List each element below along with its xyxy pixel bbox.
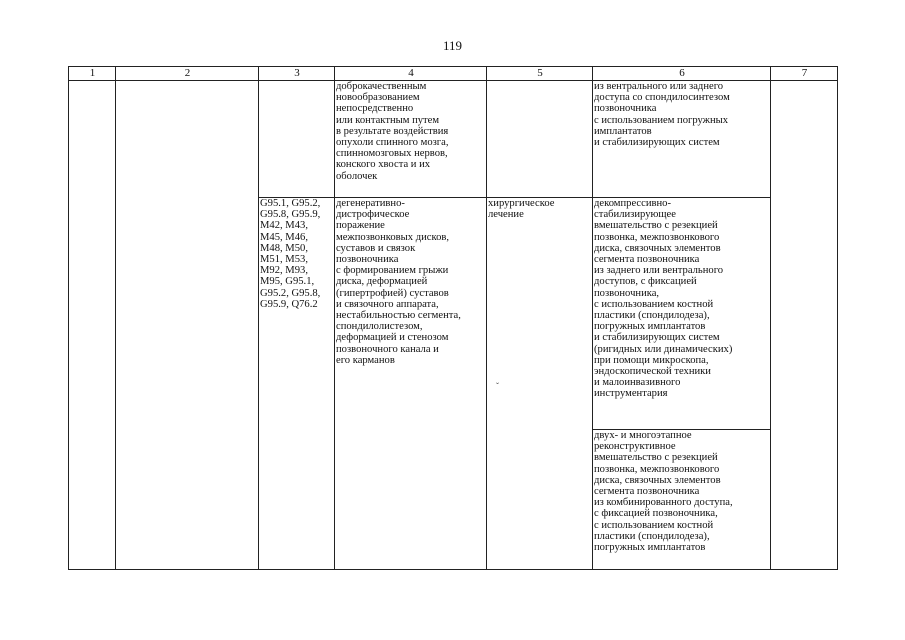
header-col-2: 2 (116, 67, 259, 81)
header-col-1: 1 (69, 67, 116, 81)
header-col-3: 3 (259, 67, 335, 81)
cell-col-6-decompressive: декомпрессивно- стабилизирующее вмешательство с резекцией позвонка, межпозвонкового диска, связочных элементов сегмента позвоночника из заднего или вентрального доступов, с фиксацией позвоночника, с использованием костной пластики (спондилодеза), погружных имплантатов и стабилизирующих систем (ригидных или динамических) при помощи микроскопа, эндоскопической техники и малоинвазивного инструментария (593, 198, 771, 430)
page-number: 119 (442, 38, 463, 53)
header-col-4: 4 (335, 67, 487, 81)
cell-col-6: из вентрального или заднего доступа со спондилосинтезом позвоночника с использованием погружных имплантатов и стабилизирующих систем (593, 81, 771, 198)
cell-col-5 (487, 81, 593, 198)
header-col-7: 7 (771, 67, 838, 81)
cell-col-3: G95.1, G95.2, G95.8, G95.9, M42, M43, M45, M46, M48, M50, M51, M53, M92, M93, M95, G95.1, G95.2, G95.8, G95.9, Q76.2 (259, 198, 335, 570)
cell-col-5: хирургическое лечение (487, 198, 593, 570)
cell-col-1 (69, 81, 116, 570)
header-col-6: 6 (593, 67, 771, 81)
cell-col-2 (116, 81, 259, 570)
cell-col-6-reconstructive: двух- и многоэтапное реконструктивное вмешательство с резекцией позвонка, межпозвонкового диска, связочных элементов сегмента позвоночника из комбинированного доступа, с фиксацией позвоночника, с использованием костной пластики (спондилодеза), погружных имплантатов (593, 430, 771, 570)
cell-col-7 (771, 81, 838, 570)
stray-mark: ˇ (496, 381, 499, 391)
cell-col-3 (259, 81, 335, 198)
cell-col-4: доброкачественным новообразованием непосредственно или контактным путем в результате воздействия опухоли спинного мозга, спинномозговых нервов, конского хвоста и их оболочек (335, 81, 487, 198)
table-header-row (69, 67, 838, 81)
cell-col-4: дегенеративно- дистрофическое поражение межпозвонковых дисков, суставов и связок позвоночника с формированием грыжи диска, деформацией (гипертрофией) суставов и связочного аппарата, нестабильностью сегмента, спондилолистезом, деформацией и стенозом позвоночного канала и его карманов (335, 198, 487, 570)
table-row (69, 81, 838, 198)
header-col-5: 5 (487, 67, 593, 81)
document-table (68, 66, 838, 570)
